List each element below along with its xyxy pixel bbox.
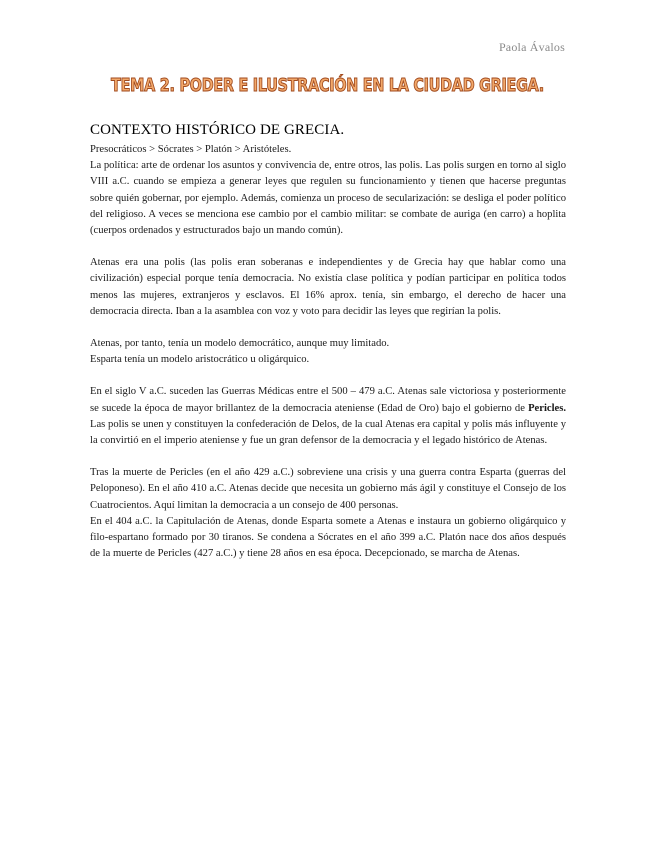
paragraph-4: [90, 384, 566, 449]
document-title: TEMA 2. PODER E ILUSTRACIÓN EN LA CIUDAD GRIEGA.: [111, 76, 544, 96]
document-body: [90, 122, 566, 562]
paragraph-gap: [90, 320, 566, 336]
pericles-bold-name: Pericles.: [528, 402, 566, 414]
section-subtitle: Presocráticos > Sócrates > Platón > Aristóteles.: [90, 144, 292, 155]
paragraph-1: La política: arte de ordenar los asuntos y convivencia de, entre otros, las polis. Las polis surgen en torno al siglo VIII a.C. cuando se empieza a generar leyes que regulen su funcionamiento y tienen que hacerse preguntas sobre quién gobernar, por ejemplo. Además, comienza un proceso de secularización: se desliga el poder político del religioso. A veces se menciona ese cambio por el cambio militar: se combate de auriga (en carro) a hoplita (cuerpos ordenados y estructurados bajo un mando común).: [90, 160, 566, 237]
paragraph-gap: [90, 449, 566, 465]
header-author: Paola Ávalos: [498, 40, 565, 54]
paragraph-gap: [90, 239, 566, 255]
paragraph-2: Atenas era una polis (las polis eran soberanas e independientes y de Grecia hay que hablar como una civilización) especial porque tenía democracia. No existía clase política y podían participar en política todos menos las mujeres, extranjeros y esclavos. El 16% aprox. tenía, sin embargo, el derecho de hacer una democracia directa. Iban a la asamblea con voz y voto para decidir las leyes que regirían la polis.: [90, 257, 566, 317]
section-heading: CONTEXTO HISTÓRICO DE GRECIA.: [90, 122, 345, 138]
paragraph-gap: [90, 368, 566, 384]
paragraph-3a: Atenas, por tanto, tenía un modelo democrático, aunque muy limitado.: [90, 338, 390, 350]
paragraph-4-text-start: En el siglo V a.C. suceden las Guerras Médicas entre el 500 – 479 a.C. Atenas sale victoriosa y posteriormente se sucede la época de mayor brillantez de la democracia ateniense (Edad de Oro) bajo el gobierno de: [90, 386, 566, 414]
paragraph-5: Tras la muerte de Pericles (en el año 429 a.C.) sobreviene una crisis y una guerra contra Esparta (guerras del Peloponeso). En el año 410 a.C. Atenas decide que necesita un gobierno más ágil y constituye el Consejo de los Cuatrocientos. Aquí limitan la democracia a un consejo de 400 personas.: [90, 467, 566, 511]
paragraph-4-text-end: Las polis se unen y constituyen la confederación de Delos, de la cual Atenas era capital y polis más influyente y la convirtió en el imperio ateniense y fue un gran defensor de la democracia y el legado histórico de Atenas.: [90, 418, 566, 447]
paragraph-3b: Esparta tenía un modelo aristocrático u oligárquico.: [90, 354, 310, 366]
paragraph-6: En el 404 a.C. la Capitulación de Atenas, donde Esparta somete a Atenas e instaura un gobierno oligárquico y filo-espartano formado por 30 tiranos. Se condena a Sócrates en el año 399 a.C. Platón nace dos años después de la muerte de Pericles (427 a.C.) y tiene 28 años en esa época. Decepcionado, se marcha de Atenas.: [90, 515, 566, 560]
